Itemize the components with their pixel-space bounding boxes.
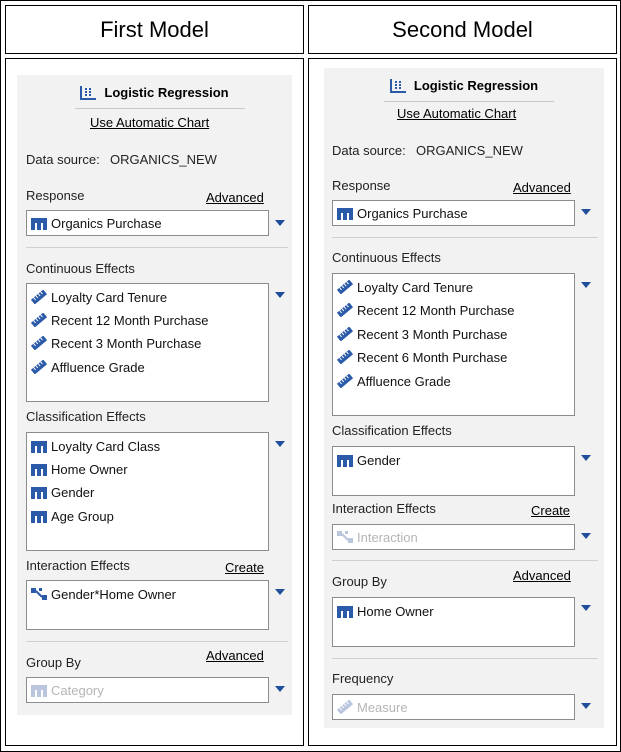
group-by-item-label: Home Owner [357, 603, 434, 619]
continuous-dropdown-arrow[interactable] [275, 292, 285, 298]
list-item[interactable] [31, 214, 162, 232]
group-by-label: Group By [332, 574, 387, 589]
list-item[interactable] [337, 451, 400, 469]
list-item[interactable] [31, 288, 167, 306]
header-first-model [5, 5, 304, 54]
list-item[interactable] [31, 437, 160, 455]
interaction-create-link[interactable]: Create [531, 503, 571, 518]
interaction-effects-drop-zone[interactable] [26, 580, 269, 630]
continuous-dropdown-arrow[interactable] [581, 282, 591, 288]
continuous-item-label: Recent 12 Month Purchase [51, 312, 209, 328]
header-second-model [308, 5, 617, 54]
category-icon [31, 509, 47, 523]
classification-effects-label: Classification Effects [26, 409, 146, 424]
section-divider [26, 247, 288, 248]
response-item-label: Organics Purchase [51, 215, 162, 231]
interaction-dropdown-arrow[interactable] [275, 589, 285, 595]
continuous-item-label: Recent 3 Month Purchase [51, 335, 202, 351]
classification-item-label: Gender [357, 452, 401, 468]
frequency-placeholder-text: Measure [357, 699, 408, 715]
group-by-advanced-link[interactable]: Advanced [206, 648, 264, 663]
classification-effects-drop-zone[interactable] [332, 446, 575, 496]
continuous-effects-label: Continuous Effects [332, 250, 441, 265]
category-icon [337, 206, 353, 220]
continuous-item-label: Recent 3 Month Purchase [357, 326, 508, 342]
interaction-dropdown-arrow[interactable] [581, 533, 591, 539]
continuous-item-label: Loyalty Card Tenure [357, 279, 474, 295]
interaction-icon [31, 587, 47, 601]
continuous-effects-drop-zone[interactable] [332, 273, 575, 416]
measure-ruler-icon [337, 374, 353, 388]
list-item[interactable] [31, 460, 128, 478]
frequency-placeholder [337, 698, 408, 716]
category-icon [337, 604, 353, 618]
classification-effects-label: Classification Effects [332, 423, 452, 438]
section-divider [332, 658, 598, 659]
interaction-placeholder [337, 528, 418, 546]
use-automatic-chart-link[interactable]: Use Automatic Chart [397, 106, 517, 121]
measure-ruler-icon [337, 700, 353, 714]
classification-item-label: Home Owner [51, 461, 128, 477]
first-model-panel [17, 75, 292, 715]
interaction-item-label: Gender*Home Owner [51, 586, 176, 602]
data-source-label: Data source: [26, 152, 100, 167]
group-by-drop-zone[interactable] [26, 677, 269, 703]
group-by-placeholder-text: Category [51, 682, 104, 698]
data-source-value: ORGANICS_NEW [416, 143, 523, 158]
classification-item-label: Loyalty Card Class [51, 438, 161, 454]
list-item[interactable] [337, 301, 515, 319]
measure-ruler-icon [337, 350, 353, 364]
frequency-label: Frequency [332, 671, 394, 686]
header-second-model-text: Second Model [392, 16, 533, 42]
list-item[interactable] [337, 348, 507, 366]
interaction-create-link[interactable]: Create [225, 560, 265, 575]
response-advanced-link[interactable]: Advanced [206, 190, 264, 205]
section-divider [26, 641, 288, 642]
response-dropdown-arrow[interactable] [581, 209, 591, 215]
group-by-dropdown-arrow[interactable] [275, 686, 285, 692]
roles-title [17, 85, 292, 100]
use-automatic-chart-link[interactable]: Use Automatic Chart [90, 115, 210, 130]
group-by-label: Group By [26, 655, 81, 670]
measure-ruler-icon [31, 360, 47, 374]
list-item[interactable] [31, 334, 201, 352]
category-icon [31, 216, 47, 230]
data-source-label: Data source: [332, 143, 406, 158]
data-source-value: ORGANICS_NEW [110, 152, 217, 167]
response-item-label: Organics Purchase [357, 205, 468, 221]
category-icon [337, 453, 353, 467]
response-drop-zone[interactable] [26, 210, 269, 236]
list-item[interactable] [31, 358, 145, 376]
group-by-drop-zone[interactable] [332, 597, 575, 647]
frequency-drop-zone[interactable] [332, 694, 575, 720]
category-icon [31, 485, 47, 499]
second-model-panel [324, 68, 604, 728]
list-item[interactable] [337, 372, 451, 390]
category-icon [31, 462, 47, 476]
continuous-effects-label: Continuous Effects [26, 261, 135, 276]
response-drop-zone[interactable] [332, 200, 575, 226]
measure-ruler-icon [337, 280, 353, 294]
group-by-dropdown-arrow[interactable] [581, 605, 591, 611]
response-advanced-link[interactable]: Advanced [513, 180, 571, 195]
chart-list-icon [80, 86, 96, 100]
measure-ruler-icon [31, 313, 47, 327]
classification-item-label: Age Group [51, 508, 114, 524]
section-divider [332, 560, 598, 561]
continuous-item-label: Recent 12 Month Purchase [357, 302, 515, 318]
list-item[interactable] [337, 204, 468, 222]
measure-ruler-icon [337, 327, 353, 341]
continuous-item-label: Loyalty Card Tenure [51, 289, 168, 305]
interaction-effects-label: Interaction Effects [26, 558, 130, 573]
measure-ruler-icon [31, 336, 47, 350]
continuous-effects-drop-zone[interactable] [26, 283, 269, 402]
interaction-placeholder-text: Interaction [357, 529, 418, 545]
title-divider [384, 101, 554, 102]
roles-title-text: Logistic Regression [104, 85, 229, 100]
frequency-dropdown-arrow[interactable] [581, 703, 591, 709]
list-item[interactable] [337, 602, 434, 620]
classification-item-label: Gender [51, 484, 95, 500]
roles-title-text: Logistic Regression [413, 78, 539, 93]
response-label: Response [332, 178, 391, 193]
measure-ruler-icon [337, 303, 353, 317]
list-item[interactable] [337, 278, 473, 296]
continuous-item-label: Recent 6 Month Purchase [357, 349, 508, 365]
interaction-effects-drop-zone[interactable] [332, 524, 575, 550]
interaction-effects-label: Interaction Effects [332, 501, 436, 516]
classification-dropdown-arrow[interactable] [581, 455, 591, 461]
title-divider [75, 108, 245, 109]
list-item[interactable] [31, 311, 209, 329]
group-by-placeholder [31, 681, 104, 699]
continuous-item-label: Affluence Grade [357, 373, 451, 389]
response-dropdown-arrow[interactable] [275, 220, 285, 226]
classification-effects-drop-zone[interactable] [26, 432, 269, 551]
interaction-icon [337, 530, 353, 544]
roles-title [324, 78, 604, 93]
chart-list-icon [390, 79, 406, 93]
list-item[interactable] [31, 585, 176, 603]
list-item[interactable] [31, 483, 94, 501]
classification-dropdown-arrow[interactable] [275, 441, 285, 447]
list-item[interactable] [31, 507, 114, 525]
category-icon [31, 683, 47, 697]
group-by-advanced-link[interactable]: Advanced [513, 568, 571, 583]
measure-ruler-icon [31, 290, 47, 304]
list-item[interactable] [337, 325, 507, 343]
section-divider [332, 237, 598, 238]
response-label: Response [26, 188, 85, 203]
continuous-item-label: Affluence Grade [51, 359, 145, 375]
header-first-model-text: First Model [100, 16, 209, 42]
category-icon [31, 439, 47, 453]
